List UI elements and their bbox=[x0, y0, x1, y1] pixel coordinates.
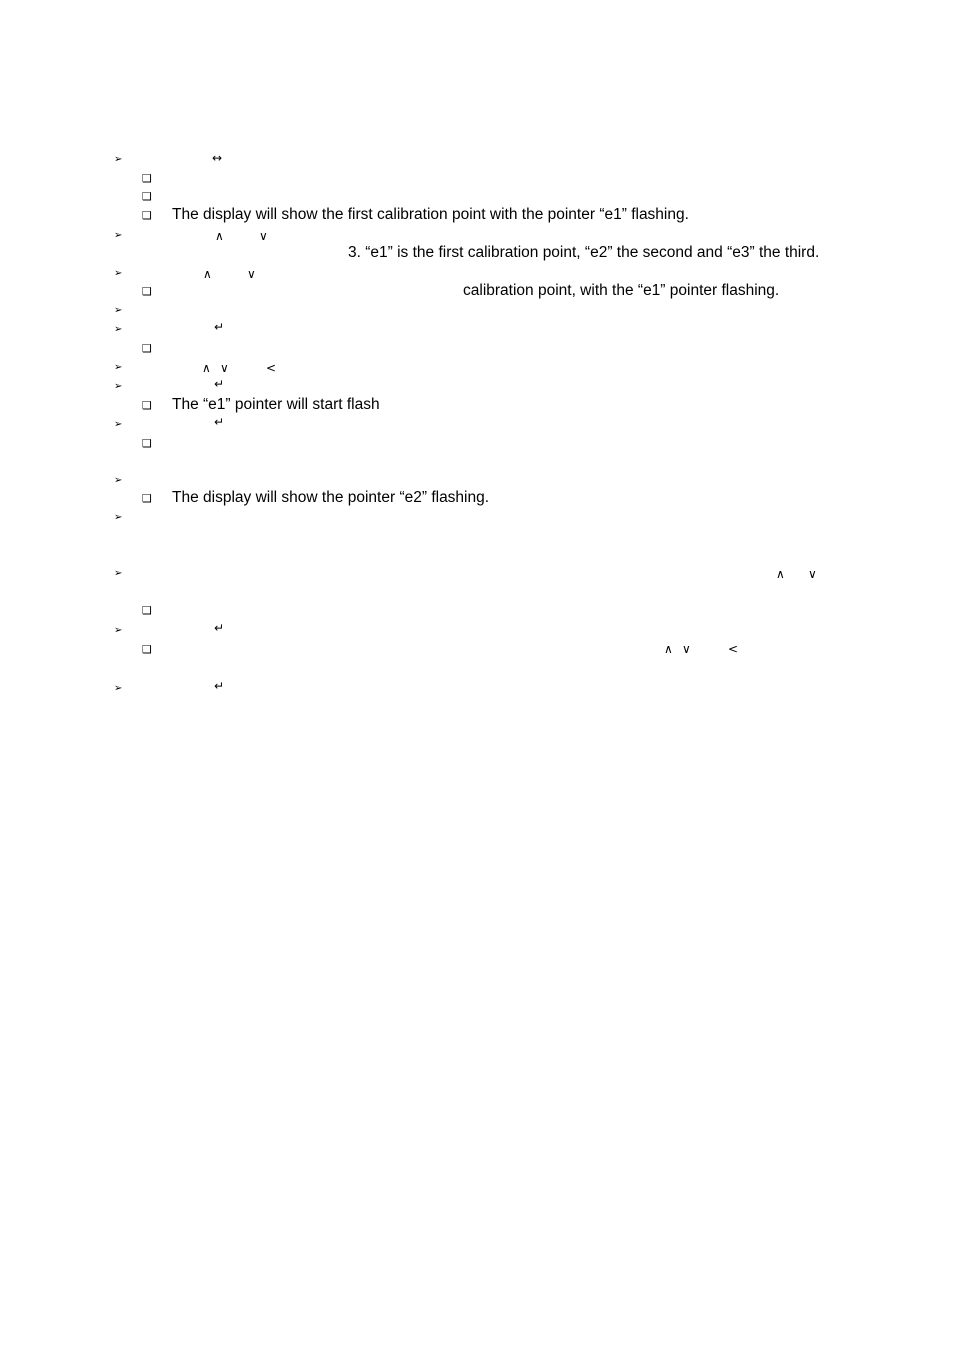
checkbox-bullet-icon: ❑ bbox=[142, 492, 152, 505]
arrow-bullet-icon: ➢ bbox=[114, 512, 123, 523]
down-key-icon: ∨ bbox=[247, 267, 256, 281]
enter-key-icon: ↵ bbox=[214, 679, 225, 693]
arrow-bullet-icon: ➢ bbox=[114, 475, 123, 486]
arrow-bullet-icon: ➢ bbox=[114, 230, 123, 241]
enter-key-icon: ↵ bbox=[214, 320, 225, 334]
arrow-bullet-icon: ➢ bbox=[114, 419, 123, 430]
checkbox-bullet-icon: ❑ bbox=[142, 342, 152, 355]
left-key-icon: < bbox=[728, 642, 739, 656]
down-key-icon: ∨ bbox=[259, 229, 268, 243]
instruction-text: 3. “e1” is the first calibration point, “e2” the second and “e3” the third. bbox=[348, 244, 820, 261]
checkbox-bullet-icon: ❑ bbox=[142, 437, 152, 450]
arrow-bullet-icon: ➢ bbox=[114, 683, 123, 694]
checkbox-bullet-icon: ❑ bbox=[142, 604, 152, 617]
down-key-icon: ∨ bbox=[682, 642, 691, 656]
up-key-icon: ∧ bbox=[664, 642, 673, 656]
checkbox-bullet-icon: ❑ bbox=[142, 190, 152, 203]
instruction-text: calibration point, with the “e1” pointer flashing. bbox=[463, 282, 780, 299]
checkbox-bullet-icon: ❑ bbox=[142, 285, 152, 298]
up-key-icon: ∧ bbox=[202, 361, 211, 375]
up-key-icon: ∧ bbox=[215, 229, 224, 243]
arrow-bullet-icon: ➢ bbox=[114, 268, 123, 279]
instruction-text: The display will show the first calibration point with the pointer “e1” flashing. bbox=[172, 206, 689, 223]
arrow-bullet-icon: ➢ bbox=[114, 381, 123, 392]
checkbox-bullet-icon: ❑ bbox=[142, 399, 152, 412]
arrow-bullet-icon: ➢ bbox=[114, 625, 123, 636]
left-key-icon: < bbox=[266, 361, 277, 375]
down-key-icon: ∨ bbox=[808, 567, 817, 581]
enter-key-icon: ↵ bbox=[214, 415, 225, 429]
instruction-text: The “e1” pointer will start flash bbox=[172, 396, 380, 413]
arrow-bullet-icon: ➢ bbox=[114, 324, 123, 335]
arrow-bullet-icon: ➢ bbox=[114, 154, 123, 165]
enter-key-icon: ↵ bbox=[214, 621, 225, 635]
arrow-bullet-icon: ➢ bbox=[114, 305, 123, 316]
up-key-icon: ∧ bbox=[776, 567, 785, 581]
enter-key-icon: ↵ bbox=[214, 377, 225, 391]
checkbox-bullet-icon: ❑ bbox=[142, 209, 152, 222]
arrow-bullet-icon: ➢ bbox=[114, 362, 123, 373]
down-key-icon: ∨ bbox=[220, 361, 229, 375]
checkbox-bullet-icon: ❑ bbox=[142, 643, 152, 656]
arrow-bullet-icon: ➢ bbox=[114, 568, 123, 579]
checkbox-bullet-icon: ❑ bbox=[142, 172, 152, 185]
swap-arrow-icon: ↔ bbox=[212, 151, 223, 165]
up-key-icon: ∧ bbox=[203, 267, 212, 281]
instruction-text: The display will show the pointer “e2” flashing. bbox=[172, 489, 490, 506]
